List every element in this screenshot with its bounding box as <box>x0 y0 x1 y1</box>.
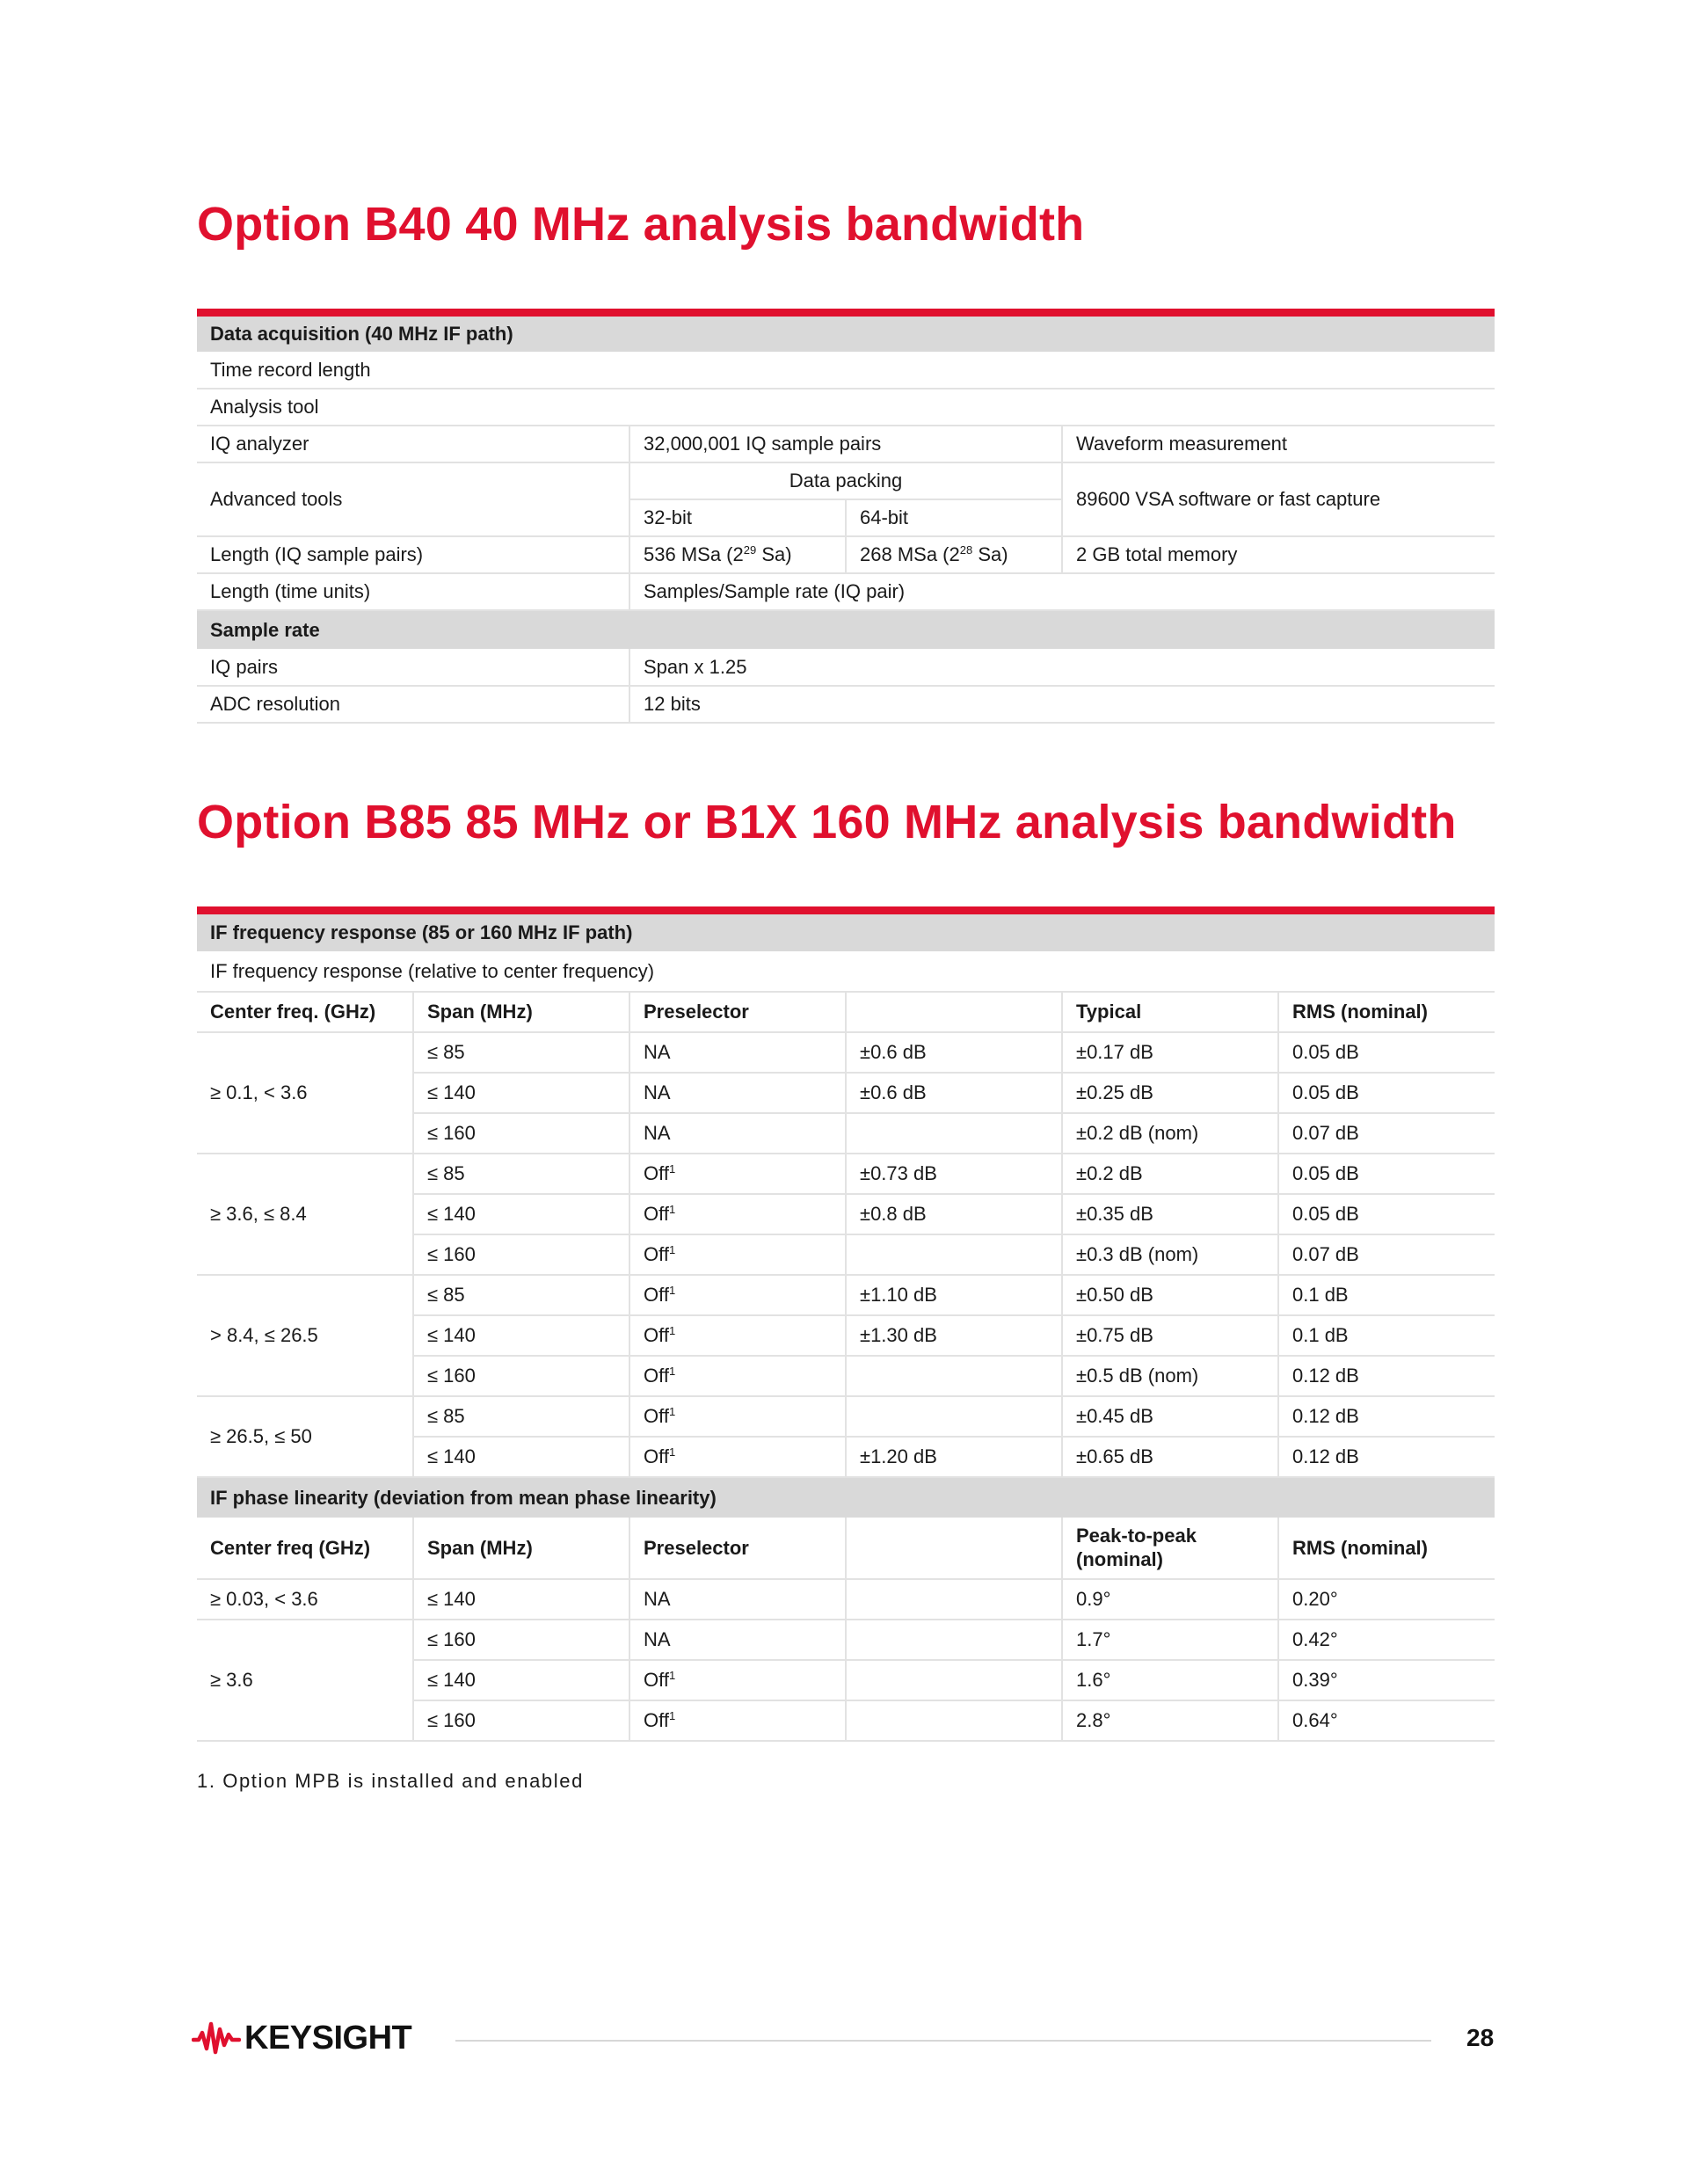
preselector-cell: Off$^1$ <box>629 1396 846 1437</box>
page-number: 28 <box>1466 2024 1495 2051</box>
preselector-cell: Off$^1$ <box>629 1315 846 1356</box>
group-header-if-frequency-response: IF frequency response (85 or 160 MHz IF path) <box>197 911 1495 951</box>
center-frequency-cell: ≥ 0.03, < 3.6 <box>197 1579 413 1620</box>
table-row: Time record length <box>197 352 1495 389</box>
group-header-sample-rate: Sample rate <box>197 610 1495 649</box>
keysight-wave-icon <box>192 2019 241 2057</box>
group-header-if-phase-linearity: IF phase linearity (deviation from mean phase linearity) <box>197 1477 1495 1518</box>
footnote-ref: 1 <box>668 1284 676 1297</box>
preselector-cell: Off$^1$ <box>629 1660 846 1700</box>
table-row: ≤ 160 NA ±0.2 dB (nom) 0.07 dB <box>197 1113 1495 1154</box>
footnote-ref: 1 <box>668 1162 676 1176</box>
footnote-ref: 1 <box>668 1669 676 1682</box>
table-row: ≤ 140 Off$^1$ 1.6° 0.39° <box>197 1660 1495 1700</box>
table-subtitle-row: IF frequency response (relative to center frequency) <box>197 951 1495 992</box>
footnote-ref: 1 <box>668 1365 676 1378</box>
preselector-cell: Off$^1$ <box>629 1275 846 1315</box>
table-row: ≤ 140 Off$^1$ ±1.30 dB ±0.75 dB 0.1 dB <box>197 1315 1495 1356</box>
preselector-cell: Off$^1$ <box>629 1234 846 1275</box>
preselector-cell: Off$^1$ <box>629 1194 846 1234</box>
table-row: ≥ 0.03, < 3.6 ≤ 140 NA 0.9° 0.20° <box>197 1579 1495 1620</box>
length-32bit-value: 536 MSa ($2^{29}$ Sa) <box>629 536 846 573</box>
table-row: Length (time units) Samples/Sample rate (IQ pair) <box>197 573 1495 610</box>
center-frequency-cell: ≥ 3.6, ≤ 8.4 <box>197 1154 413 1275</box>
table-row: ≤ 140 Off$^1$ ±0.8 dB ±0.35 dB 0.05 dB <box>197 1194 1495 1234</box>
table-row: 32-bit 64-bit <box>197 499 1495 536</box>
preselector-cell: NA <box>629 1620 846 1660</box>
table-row: ADC resolution 12 bits <box>197 686 1495 723</box>
preselector-cell: NA <box>629 1113 846 1154</box>
table-row: Analysis tool <box>197 389 1495 426</box>
footnote: 1. Option MPB is installed and enabled <box>197 1770 584 1792</box>
group-header-data-acquisition: Data acquisition (40 MHz IF path) <box>197 313 1495 352</box>
center-frequency-cell: ≥ 26.5, ≤ 50 <box>197 1396 413 1477</box>
table-row: ≤ 140 NA ±0.6 dB ±0.25 dB 0.05 dB <box>197 1073 1495 1113</box>
center-frequency-cell: ≥ 3.6 <box>197 1620 413 1741</box>
footnote-ref: 1 <box>668 1445 676 1459</box>
preselector-cell: NA <box>629 1579 846 1620</box>
preselector-cell: NA <box>629 1032 846 1073</box>
footnote-ref: 1 <box>668 1203 676 1216</box>
preselector-cell: Off$^1$ <box>629 1356 846 1396</box>
table-row: IQ analyzer 32,000,001 IQ sample pairs Waveform measurement <box>197 426 1495 462</box>
table-row: ≥ 3.6 ≤ 160 NA 1.7° 0.42° <box>197 1620 1495 1660</box>
table-row: ≤ 160 Off$^1$ 2.8° 0.64° <box>197 1700 1495 1741</box>
table-row: IQ pairs Span x 1.25 <box>197 649 1495 686</box>
preselector-cell: Off$^1$ <box>629 1700 846 1741</box>
table-row: Advanced tools Data packing 89600 VSA software or fast capture <box>197 462 1495 499</box>
table-row: ≤ 140 Off$^1$ ±1.20 dB ±0.65 dB 0.12 dB <box>197 1437 1495 1477</box>
keysight-logo <box>192 2019 411 2057</box>
footnote-ref: 1 <box>668 1405 676 1418</box>
table-row: ≥ 0.1, < 3.6 ≤ 85 NA ±0.6 dB ±0.17 dB 0.05 dB <box>197 1032 1495 1073</box>
table-row: ≥ 26.5, ≤ 50 ≤ 85 Off$^1$ ±0.45 dB 0.12 dB <box>197 1396 1495 1437</box>
center-frequency-cell: ≥ 0.1, < 3.6 <box>197 1032 413 1154</box>
b85-spec-table <box>197 906 1495 1742</box>
length-64bit-value: 268 MSa ($2^{28}$ Sa) <box>846 536 1062 573</box>
preselector-cell: NA <box>629 1073 846 1113</box>
section-title-b40: Option B40 40 MHz analysis bandwidth <box>197 198 1085 251</box>
footnote-ref: 1 <box>668 1243 676 1256</box>
table-row: Length (IQ sample pairs) 536 MSa ($2^{29}$ Sa) 268 MSa ($2^{28}$ Sa) 2 GB total memory <box>197 536 1495 573</box>
table-row: ≤ 160 Off$^1$ ±0.5 dB (nom) 0.12 dB <box>197 1356 1495 1396</box>
table-row: > 8.4, ≤ 26.5 ≤ 85 Off$^1$ ±1.10 dB ±0.50 dB 0.1 dB <box>197 1275 1495 1315</box>
column-header-row: Center freq. (GHz) Span (MHz) Preselector Typical RMS (nominal) <box>197 992 1495 1032</box>
column-header-row: Center freq (GHz) Span (MHz) Preselector Peak-to-peak (nominal) RMS (nominal) <box>197 1518 1495 1579</box>
preselector-cell: Off$^1$ <box>629 1437 846 1477</box>
logo-wordmark: KEYSIGHT <box>244 2019 412 2057</box>
table-row: ≥ 3.6, ≤ 8.4 ≤ 85 Off$^1$ ±0.73 dB ±0.2 dB 0.05 dB <box>197 1154 1495 1194</box>
footnote-ref: 1 <box>668 1709 676 1722</box>
footer-divider <box>455 2040 1431 2042</box>
section-title-b85-b1x: Option B85 85 MHz or B1X 160 MHz analysis bandwidth <box>197 796 1457 848</box>
center-frequency-cell: > 8.4, ≤ 26.5 <box>197 1275 413 1396</box>
b40-spec-table <box>197 309 1495 724</box>
table-row: ≤ 160 Off$^1$ ±0.3 dB (nom) 0.07 dB <box>197 1234 1495 1275</box>
footnote-ref: 1 <box>668 1324 676 1337</box>
preselector-cell: Off$^1$ <box>629 1154 846 1194</box>
